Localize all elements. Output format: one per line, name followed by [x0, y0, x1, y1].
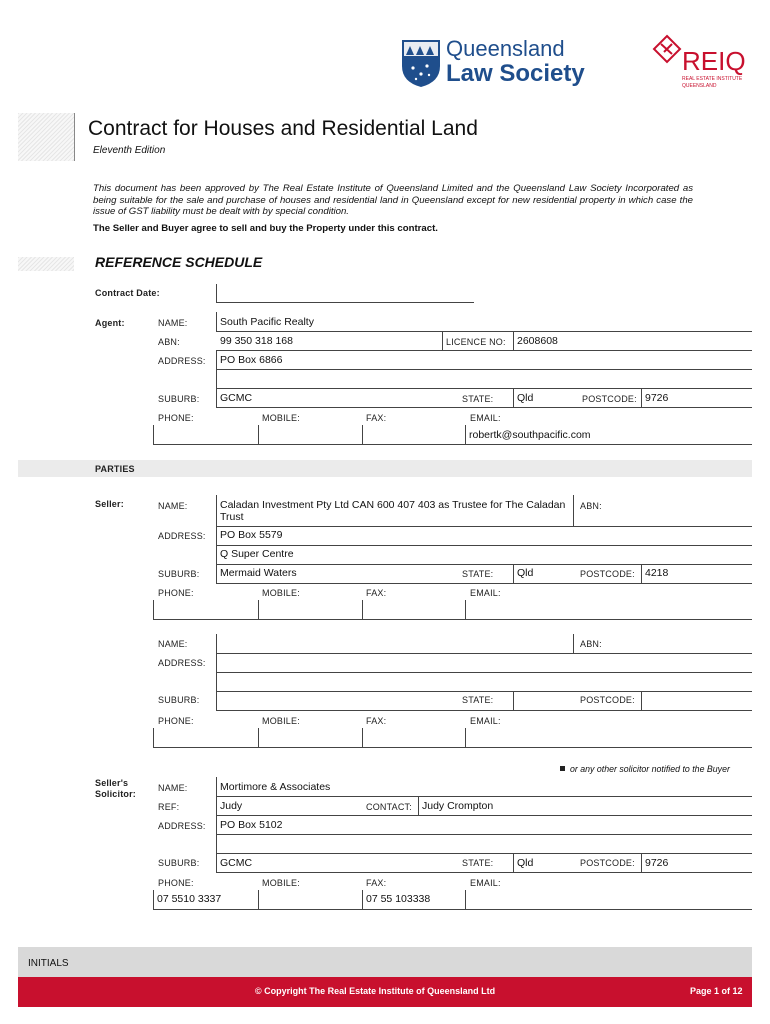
solicitor-postcode-label: POSTCODE: — [580, 858, 635, 868]
agent-state-value[interactable]: Qld — [517, 392, 534, 404]
seller2-state-vline[interactable] — [513, 691, 514, 711]
agent-contact-line — [153, 444, 752, 445]
seller-suburb-value[interactable]: Mermaid Waters — [220, 567, 297, 579]
solicitor-label-line1: Seller's — [95, 778, 129, 788]
seller-address2[interactable]: Q Super Centre — [220, 548, 294, 560]
qls-line1: Queensland — [446, 36, 565, 61]
seller-abn-label: ABN: — [580, 501, 602, 511]
solicitor-state-value[interactable]: Qld — [517, 857, 534, 869]
seller2-fax-box[interactable] — [362, 728, 363, 748]
initials-bar[interactable] — [18, 947, 752, 977]
reiq-brand: REIQ — [682, 46, 746, 76]
page-title: Contract for Houses and Residential Land — [88, 117, 478, 140]
solicitor-address-hline1 — [216, 834, 752, 835]
solicitor-address-label: ADDRESS: — [158, 821, 206, 831]
seller2-postcode-vline[interactable] — [641, 691, 642, 711]
seller2-abn-label: ABN: — [580, 639, 602, 649]
solicitor-fax-value[interactable]: 07 55 103338 — [366, 893, 431, 905]
seller2-address-hline1 — [216, 672, 752, 673]
seller2-phone-label: PHONE: — [158, 716, 194, 726]
seller-mobile-label: MOBILE: — [262, 588, 300, 598]
seller-suburb-vline — [216, 564, 217, 584]
seller-suburb-hline — [216, 583, 752, 584]
agent-state-vline — [513, 388, 514, 408]
agent-mobile-box-left[interactable] — [258, 425, 259, 445]
solicitor-ref-value[interactable]: Judy — [220, 800, 243, 812]
reiq-sub1: REAL ESTATE INSTITUTE — [682, 76, 743, 82]
agent-name-line — [216, 331, 752, 332]
solicitor-suburb-hline — [216, 872, 752, 873]
agent-label: Agent: — [95, 318, 125, 328]
seller-name-line2[interactable]: Trust — [220, 511, 244, 523]
seller-fax-label: FAX: — [366, 588, 387, 598]
seller-phone-label: PHONE: — [158, 588, 194, 598]
agent-suburb-vline — [216, 388, 217, 408]
solicitor-fax-box — [362, 890, 363, 910]
seller2-mobile-label: MOBILE: — [262, 716, 300, 726]
agent-fax-box-left[interactable] — [362, 425, 363, 445]
parties-heading: PARTIES — [95, 464, 135, 474]
solicitor-address-value[interactable]: PO Box 5102 — [220, 819, 283, 831]
agent-phone-box-left[interactable] — [153, 425, 154, 445]
seller-state-vline — [513, 564, 514, 584]
solicitor-mobile-box[interactable] — [258, 890, 259, 910]
agent-mobile-label: MOBILE: — [262, 413, 300, 423]
solicitor-suburb-value[interactable]: GCMC — [220, 857, 253, 869]
seller-abn-vline — [573, 495, 574, 527]
agent-phone-label: PHONE: — [158, 413, 194, 423]
agent-state-label: STATE: — [462, 394, 494, 404]
contract-date-label: Contract Date: — [95, 288, 160, 298]
reiq-sub2: QUEENSLAND — [682, 83, 717, 89]
agent-licence-label: LICENCE NO: — [446, 337, 506, 347]
seller-email-box[interactable] — [465, 600, 466, 620]
agent-licence-vline — [442, 331, 443, 351]
agent-postcode-label: POSTCODE: — [582, 394, 637, 404]
solicitor-state-label: STATE: — [462, 858, 494, 868]
seller-phone-box[interactable] — [153, 600, 154, 620]
solicitor-phone-value[interactable]: 07 5510 3337 — [157, 893, 222, 905]
qls-crest-icon — [400, 38, 442, 88]
agent-name-value[interactable]: South Pacific Realty — [220, 316, 314, 328]
solicitor-fax-label: FAX: — [366, 878, 387, 888]
seller-address-hline2 — [216, 564, 752, 565]
solicitor-phone-label: PHONE: — [158, 878, 194, 888]
agent-name-label: NAME: — [158, 318, 188, 328]
seller-fax-box[interactable] — [362, 600, 363, 620]
seller2-postcode-label: POSTCODE: — [580, 695, 635, 705]
intro-text: This document has been approved by The Real Estate Institute of Queensland Limited and the Queensland Law Society Incorporated as being suitable for the sale and purchase of houses and residential land in Queensland except for new residential property in which case the issue of GST liability must be dealt with by special condition. — [93, 183, 693, 217]
title-hatch — [18, 113, 74, 161]
seller-address1[interactable]: PO Box 5579 — [220, 529, 283, 541]
seller2-address-hline2 — [216, 691, 752, 692]
solicitor-contact-label: CONTACT: — [366, 802, 412, 812]
seller-postcode-value[interactable]: 4218 — [645, 567, 669, 579]
agent-licence-vline2 — [513, 331, 514, 351]
agent-email-box-left — [465, 425, 466, 445]
solicitor-ref-hline — [216, 815, 752, 816]
seller-name-vline — [216, 495, 217, 527]
seller2-suburb-label: SUBURB: — [158, 695, 200, 705]
solicitor-contact-vline — [418, 796, 419, 816]
reference-schedule-heading: REFERENCE SCHEDULE — [95, 254, 263, 270]
agent-email-value[interactable]: robertk@southpacific.com — [469, 429, 591, 441]
seller2-phone-box[interactable] — [153, 728, 154, 748]
seller-postcode-vline — [641, 564, 642, 584]
agent-abn-value[interactable]: 99 350 318 168 — [220, 335, 293, 347]
seller2-suburb-vline[interactable] — [216, 691, 217, 711]
solicitor-note-text: or any other solicitor notified to the Buyer — [570, 764, 730, 774]
seller-contact-hline — [153, 619, 752, 620]
agent-abn-line — [216, 350, 752, 351]
solicitor-name-hline — [216, 796, 752, 797]
agent-email-label: EMAIL: — [470, 413, 501, 423]
reiq-logo — [650, 32, 750, 94]
seller2-abn-vline — [573, 634, 574, 654]
solicitor-email-box[interactable] — [465, 890, 466, 910]
solicitor-suburb-vline — [216, 853, 217, 873]
seller-email-label: EMAIL: — [470, 588, 501, 598]
initials-label: INITIALS — [28, 958, 69, 969]
solicitor-address-hline2 — [216, 853, 752, 854]
seller2-suburb-hline — [216, 710, 752, 711]
agent-address-vline — [216, 350, 217, 390]
solicitor-state-vline — [513, 853, 514, 873]
contract-date-field-left — [216, 284, 217, 303]
seller2-address-label: ADDRESS: — [158, 658, 206, 668]
qls-line2: Law Society — [446, 60, 585, 87]
seller-address-hline1 — [216, 545, 752, 546]
seller2-mobile-box[interactable] — [258, 728, 259, 748]
agent-suburb-label: SUBURB: — [158, 394, 200, 404]
seller-postcode-label: POSTCODE: — [580, 569, 635, 579]
agent-suburb-value[interactable]: GCMC — [220, 392, 253, 404]
seller-mobile-box[interactable] — [258, 600, 259, 620]
solicitor-ref-vline — [216, 796, 217, 816]
footer-copyright: © Copyright The Real Estate Institute of Queensland Ltd — [255, 986, 496, 996]
solicitor-postcode-vline — [641, 853, 642, 873]
seller2-name-label: NAME: — [158, 639, 188, 649]
agent-name-vline — [216, 312, 217, 332]
seller-state-label: STATE: — [462, 569, 494, 579]
solicitor-mobile-label: MOBILE: — [262, 878, 300, 888]
reiq-diamond-icon — [652, 34, 682, 64]
solicitor-name-value[interactable]: Mortimore & Associates — [220, 781, 331, 793]
seller-name-hline — [216, 526, 752, 527]
agent-postcode-vline — [641, 388, 642, 408]
solicitor-ref-label: REF: — [158, 802, 180, 812]
agent-fax-label: FAX: — [366, 413, 387, 423]
solicitor-phone-box — [153, 890, 154, 910]
agreement-text: The Seller and Buyer agree to sell and buy the Property under this contract. — [93, 223, 438, 234]
seller-name-line1[interactable]: Caladan Investment Pty Ltd CAN 600 407 403 as Trustee for The Caladan — [220, 499, 566, 511]
solicitor-contact-hline — [153, 909, 752, 910]
seller-label: Seller: — [95, 499, 124, 509]
solicitor-email-label: EMAIL: — [470, 878, 501, 888]
agent-suburb-line — [216, 407, 752, 408]
seller-address-label: ADDRESS: — [158, 531, 206, 541]
seller2-email-box[interactable] — [465, 728, 466, 748]
bullet-icon — [560, 766, 565, 771]
schedule-hatch — [18, 257, 74, 271]
title-divider — [74, 113, 75, 161]
seller2-contact-hline — [153, 747, 752, 748]
agent-address-line2 — [216, 388, 752, 389]
seller-suburb-label: SUBURB: — [158, 569, 200, 579]
seller2-name-hline — [216, 653, 752, 654]
agent-abn-label: ABN: — [158, 337, 180, 347]
solicitor-name-label: NAME: — [158, 783, 188, 793]
agent-address-line — [216, 369, 752, 370]
qls-logo — [400, 38, 605, 90]
seller-state-value[interactable]: Qld — [517, 567, 534, 579]
contract-date-field[interactable] — [216, 302, 474, 303]
solicitor-postcode-value[interactable]: 9726 — [645, 857, 669, 869]
agent-address-label: ADDRESS: — [158, 356, 206, 366]
seller2-state-label: STATE: — [462, 695, 494, 705]
solicitor-suburb-label: SUBURB: — [158, 858, 200, 868]
edition: Eleventh Edition — [93, 145, 166, 156]
seller2-fax-label: FAX: — [366, 716, 387, 726]
solicitor-label-line2: Solicitor: — [95, 789, 137, 799]
agent-address-value[interactable]: PO Box 6866 — [220, 354, 283, 366]
solicitor-contact-value[interactable]: Judy Crompton — [422, 800, 494, 812]
solicitor-note — [560, 764, 730, 774]
solicitor-name-vline — [216, 777, 217, 797]
footer-page-number: Page 1 of 12 — [690, 986, 743, 996]
agent-postcode-value[interactable]: 9726 — [645, 392, 669, 404]
seller2-email-label: EMAIL: — [470, 716, 501, 726]
seller-name-label: NAME: — [158, 501, 188, 511]
agent-licence-value[interactable]: 2608608 — [517, 335, 558, 347]
seller2-name-vline[interactable] — [216, 634, 217, 654]
